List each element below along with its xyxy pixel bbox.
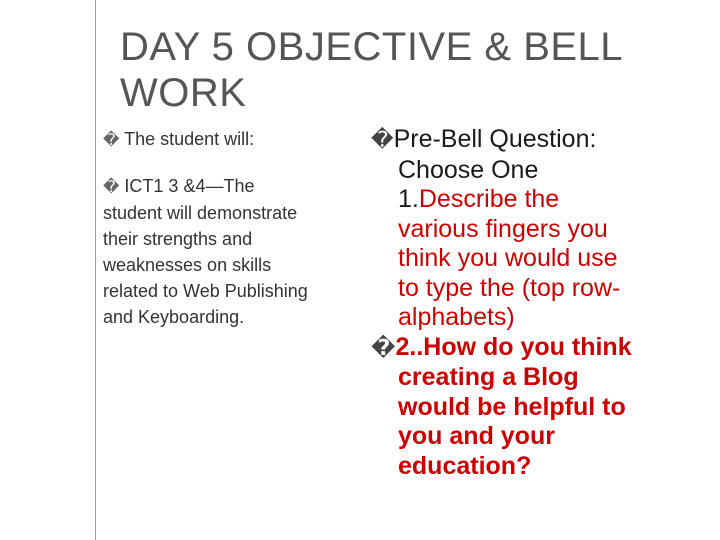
question-1-text: Describe the xyxy=(418,185,560,213)
objective-column xyxy=(103,126,373,330)
question-2-line: creating a Blog xyxy=(398,363,579,391)
objective-body-line: student will demonstrate xyxy=(103,203,298,223)
question-2-line xyxy=(371,333,711,364)
choose-one-text: Choose One xyxy=(398,155,539,184)
question-2-line: would be helpful to xyxy=(398,392,626,421)
question-2-line: you and your xyxy=(398,422,555,450)
objective-body-line: their strengths and xyxy=(103,229,253,249)
question-2-line: education? xyxy=(398,451,532,480)
question-2-text: 2..How do you think xyxy=(395,332,632,361)
question-1-line: think you would use xyxy=(398,244,618,272)
question-1-line: various fingers you xyxy=(398,214,608,243)
standard-line xyxy=(103,173,373,200)
slide-title xyxy=(120,24,680,116)
intro-text: The student will: xyxy=(124,129,255,149)
slide-border-line xyxy=(95,0,96,540)
question-1-line: alphabets) xyxy=(398,303,515,331)
bullet-icon: � xyxy=(103,130,120,149)
title-line-2: WORK xyxy=(120,71,247,115)
objective-standard xyxy=(103,173,373,330)
bell-work-column xyxy=(371,125,711,481)
question-1-line xyxy=(371,185,711,215)
standard-code: ICT1 3 &4—The xyxy=(124,176,255,196)
bell-heading xyxy=(371,125,711,156)
bullet-icon: � xyxy=(371,128,394,153)
title-line-1: DAY 5 OBJECTIVE & BELL xyxy=(120,25,624,69)
question-1-number: 1. xyxy=(398,185,419,213)
bell-heading-text: Pre-Bell Question: xyxy=(393,125,597,153)
objective-body-line: weaknesses on skills xyxy=(103,255,272,275)
bullet-icon: � xyxy=(371,335,396,361)
objective-body-line: related to Web Publishing xyxy=(103,281,308,301)
objective-body-line: and Keyboarding. xyxy=(103,307,245,327)
objective-intro xyxy=(103,126,373,153)
question-1-line: to type the (top row- xyxy=(398,273,621,302)
bullet-icon: � xyxy=(103,177,120,196)
